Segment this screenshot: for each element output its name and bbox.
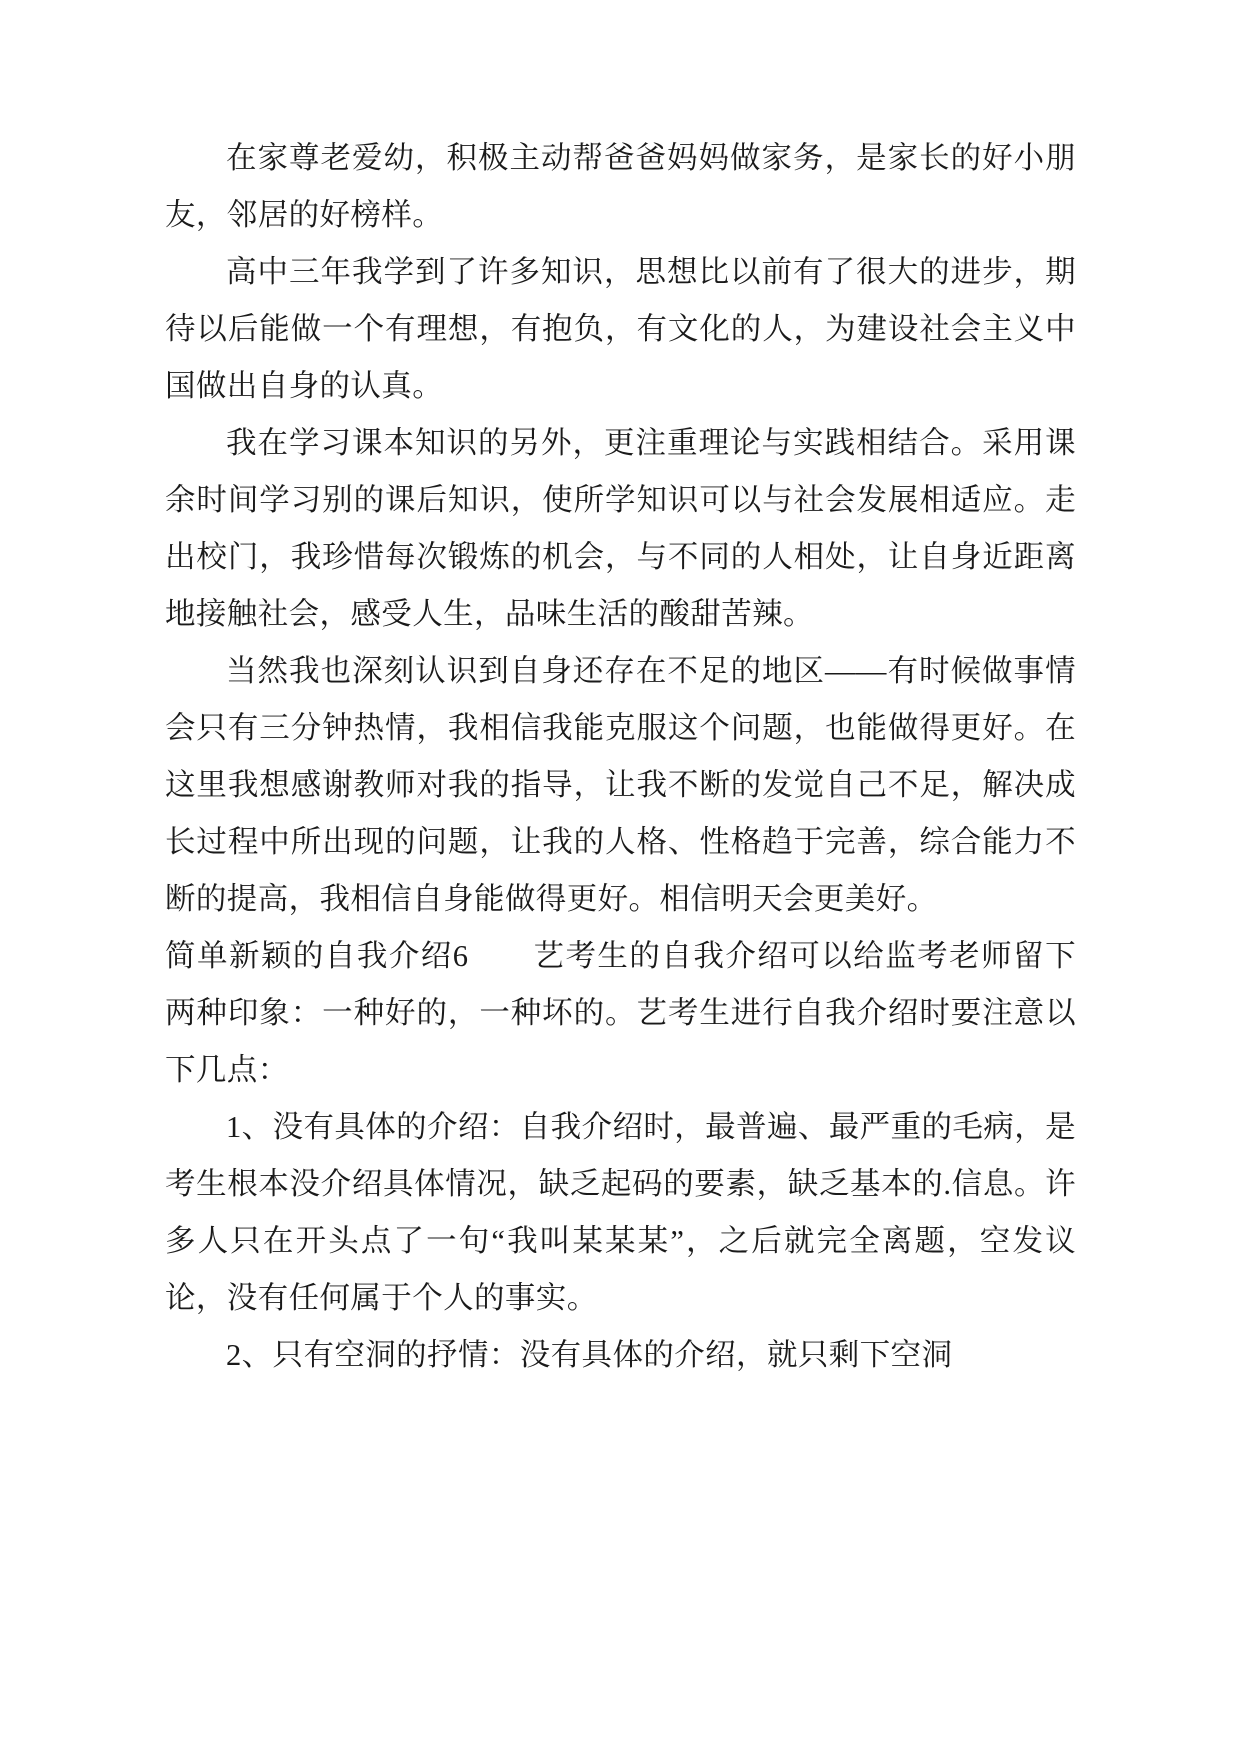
- paragraph-shortcomings: 当然我也深刻认识到自身还存在不足的地区——有时候做事情会只有三分钟热情，我相信我能克服这个问题，也能做得更好。在这里我想感谢教师对我的指导，让我不断的发觉自己不足，解决成长过程中所出现的问题，让我的人格、性格趋于完善，综合能力不断的提高，我相信自身能做得更好。相信明天会更美好。: [165, 654, 1076, 916]
- paragraph-point-1: 1、没有具体的介绍：自我介绍时，最普遍、最严重的毛病，是考生根本没介绍具体情况，缺乏起码的要素，缺乏基本的.信息。许多人只在开头点了一句“我叫某某某”，之后就完全离题，空发议论，没有任何属于个人的事实。: [165, 1110, 1076, 1315]
- paragraph-family: 在家尊老爱幼，积极主动帮爸爸妈妈做家务，是家长的好小朋友，邻居的好榜样。: [165, 141, 1076, 232]
- paragraph-practice: 我在学习课本知识的另外，更注重理论与实践相结合。采用课余时间学习别的课后知识，使所学知识可以与社会发展相适应。走出校门，我珍惜每次锻炼的机会，与不同的人相处，让自身近距离地接触社会，感受人生，品味生活的酸甜苦辣。: [165, 426, 1076, 631]
- document-body: [165, 130, 1076, 1384]
- paragraph-point-2: 2、只有空洞的抒情：没有具体的介绍，就只剩下空洞: [226, 1338, 953, 1372]
- paragraph-section-heading: 简单新颖的自我介绍6 艺考生的自我介绍可以给监考老师留下两种印象：一种好的，一种坏的。艺考生进行自我介绍时要注意以下几点：: [165, 939, 1076, 1087]
- paragraph-highschool: 高中三年我学到了许多知识，思想比以前有了很大的进步，期待以后能做一个有理想，有抱负，有文化的人，为建设社会主义中国做出自身的认真。: [165, 255, 1076, 403]
